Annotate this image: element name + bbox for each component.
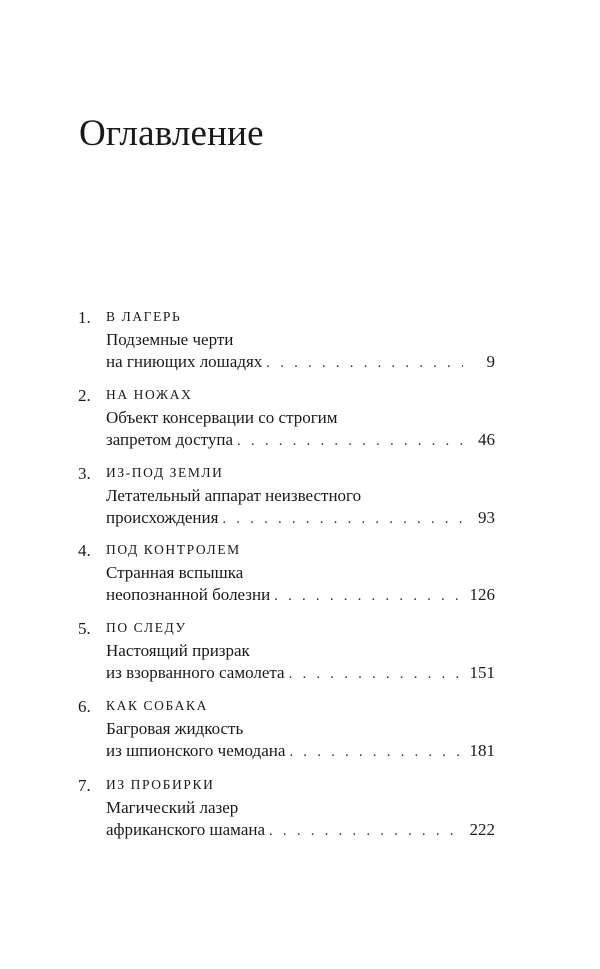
- chapter-subtitle-line1: Объект консервации со строгим: [106, 408, 338, 427]
- dot-leader: [222, 511, 463, 528]
- chapter-title: КАК СОБАКА: [106, 698, 208, 713]
- chapter-subtitle-line2: происхождения: [106, 508, 219, 527]
- dot-leader: [274, 588, 463, 605]
- page-title: Оглавление: [79, 113, 264, 154]
- chapter-title: ИЗ ПРОБИРКИ: [106, 777, 215, 792]
- chapter-number: 2.: [78, 386, 91, 405]
- chapter-subtitle-line2: из взорванного самолета: [106, 663, 285, 682]
- chapter-subtitle-line2: неопознанной болезни: [106, 585, 271, 604]
- chapter-subtitle-line1: Багровая жидкость: [106, 719, 244, 738]
- chapter-subtitle-line1: Настоящий призрак: [106, 641, 250, 660]
- dot-leader: [269, 823, 463, 840]
- chapter-subtitle-line1: Летательный аппарат неизвестного: [106, 486, 362, 505]
- chapter-number: 5.: [78, 619, 91, 638]
- dot-leader: [266, 355, 463, 372]
- dot-leader: [237, 433, 463, 450]
- chapter-subtitle-line2: запретом доступа: [106, 430, 234, 449]
- chapter-title: В ЛАГЕРЬ: [106, 309, 182, 324]
- chapter-title: ПОД КОНТРОЛЕМ: [106, 542, 241, 557]
- chapter-subtitle-line1: Магический лазер: [106, 798, 239, 817]
- chapter-page-number: 151: [469, 663, 495, 682]
- chapter-page-number: 46: [478, 430, 495, 449]
- chapter-number: 6.: [78, 697, 91, 716]
- chapter-page-number: 93: [478, 508, 495, 527]
- chapter-page-number: 222: [469, 820, 495, 839]
- chapter-page-number: 126: [469, 585, 495, 604]
- chapter-page-number: 9: [486, 352, 495, 371]
- chapter-number: 1.: [78, 308, 91, 327]
- chapter-title: ПО СЛЕДУ: [106, 620, 187, 635]
- chapter-subtitle-line2: на гниющих лошадях: [106, 352, 263, 371]
- chapter-subtitle-line1: Странная вспышка: [106, 563, 244, 582]
- dot-leader: [289, 744, 463, 761]
- dot-leader: [289, 666, 463, 683]
- chapter-subtitle-line2: из шпионского чемодана: [106, 741, 286, 760]
- chapter-title: ИЗ-ПОД ЗЕМЛИ: [106, 465, 224, 480]
- chapter-number: 4.: [78, 541, 91, 560]
- chapter-title: НА НОЖАХ: [106, 387, 193, 402]
- chapter-subtitle-line1: Подземные черти: [106, 330, 234, 349]
- chapter-number: 3.: [78, 464, 91, 483]
- chapter-page-number: 181: [469, 741, 495, 760]
- chapter-subtitle-line2: африканского шамана: [106, 820, 266, 839]
- chapter-number: 7.: [78, 776, 91, 795]
